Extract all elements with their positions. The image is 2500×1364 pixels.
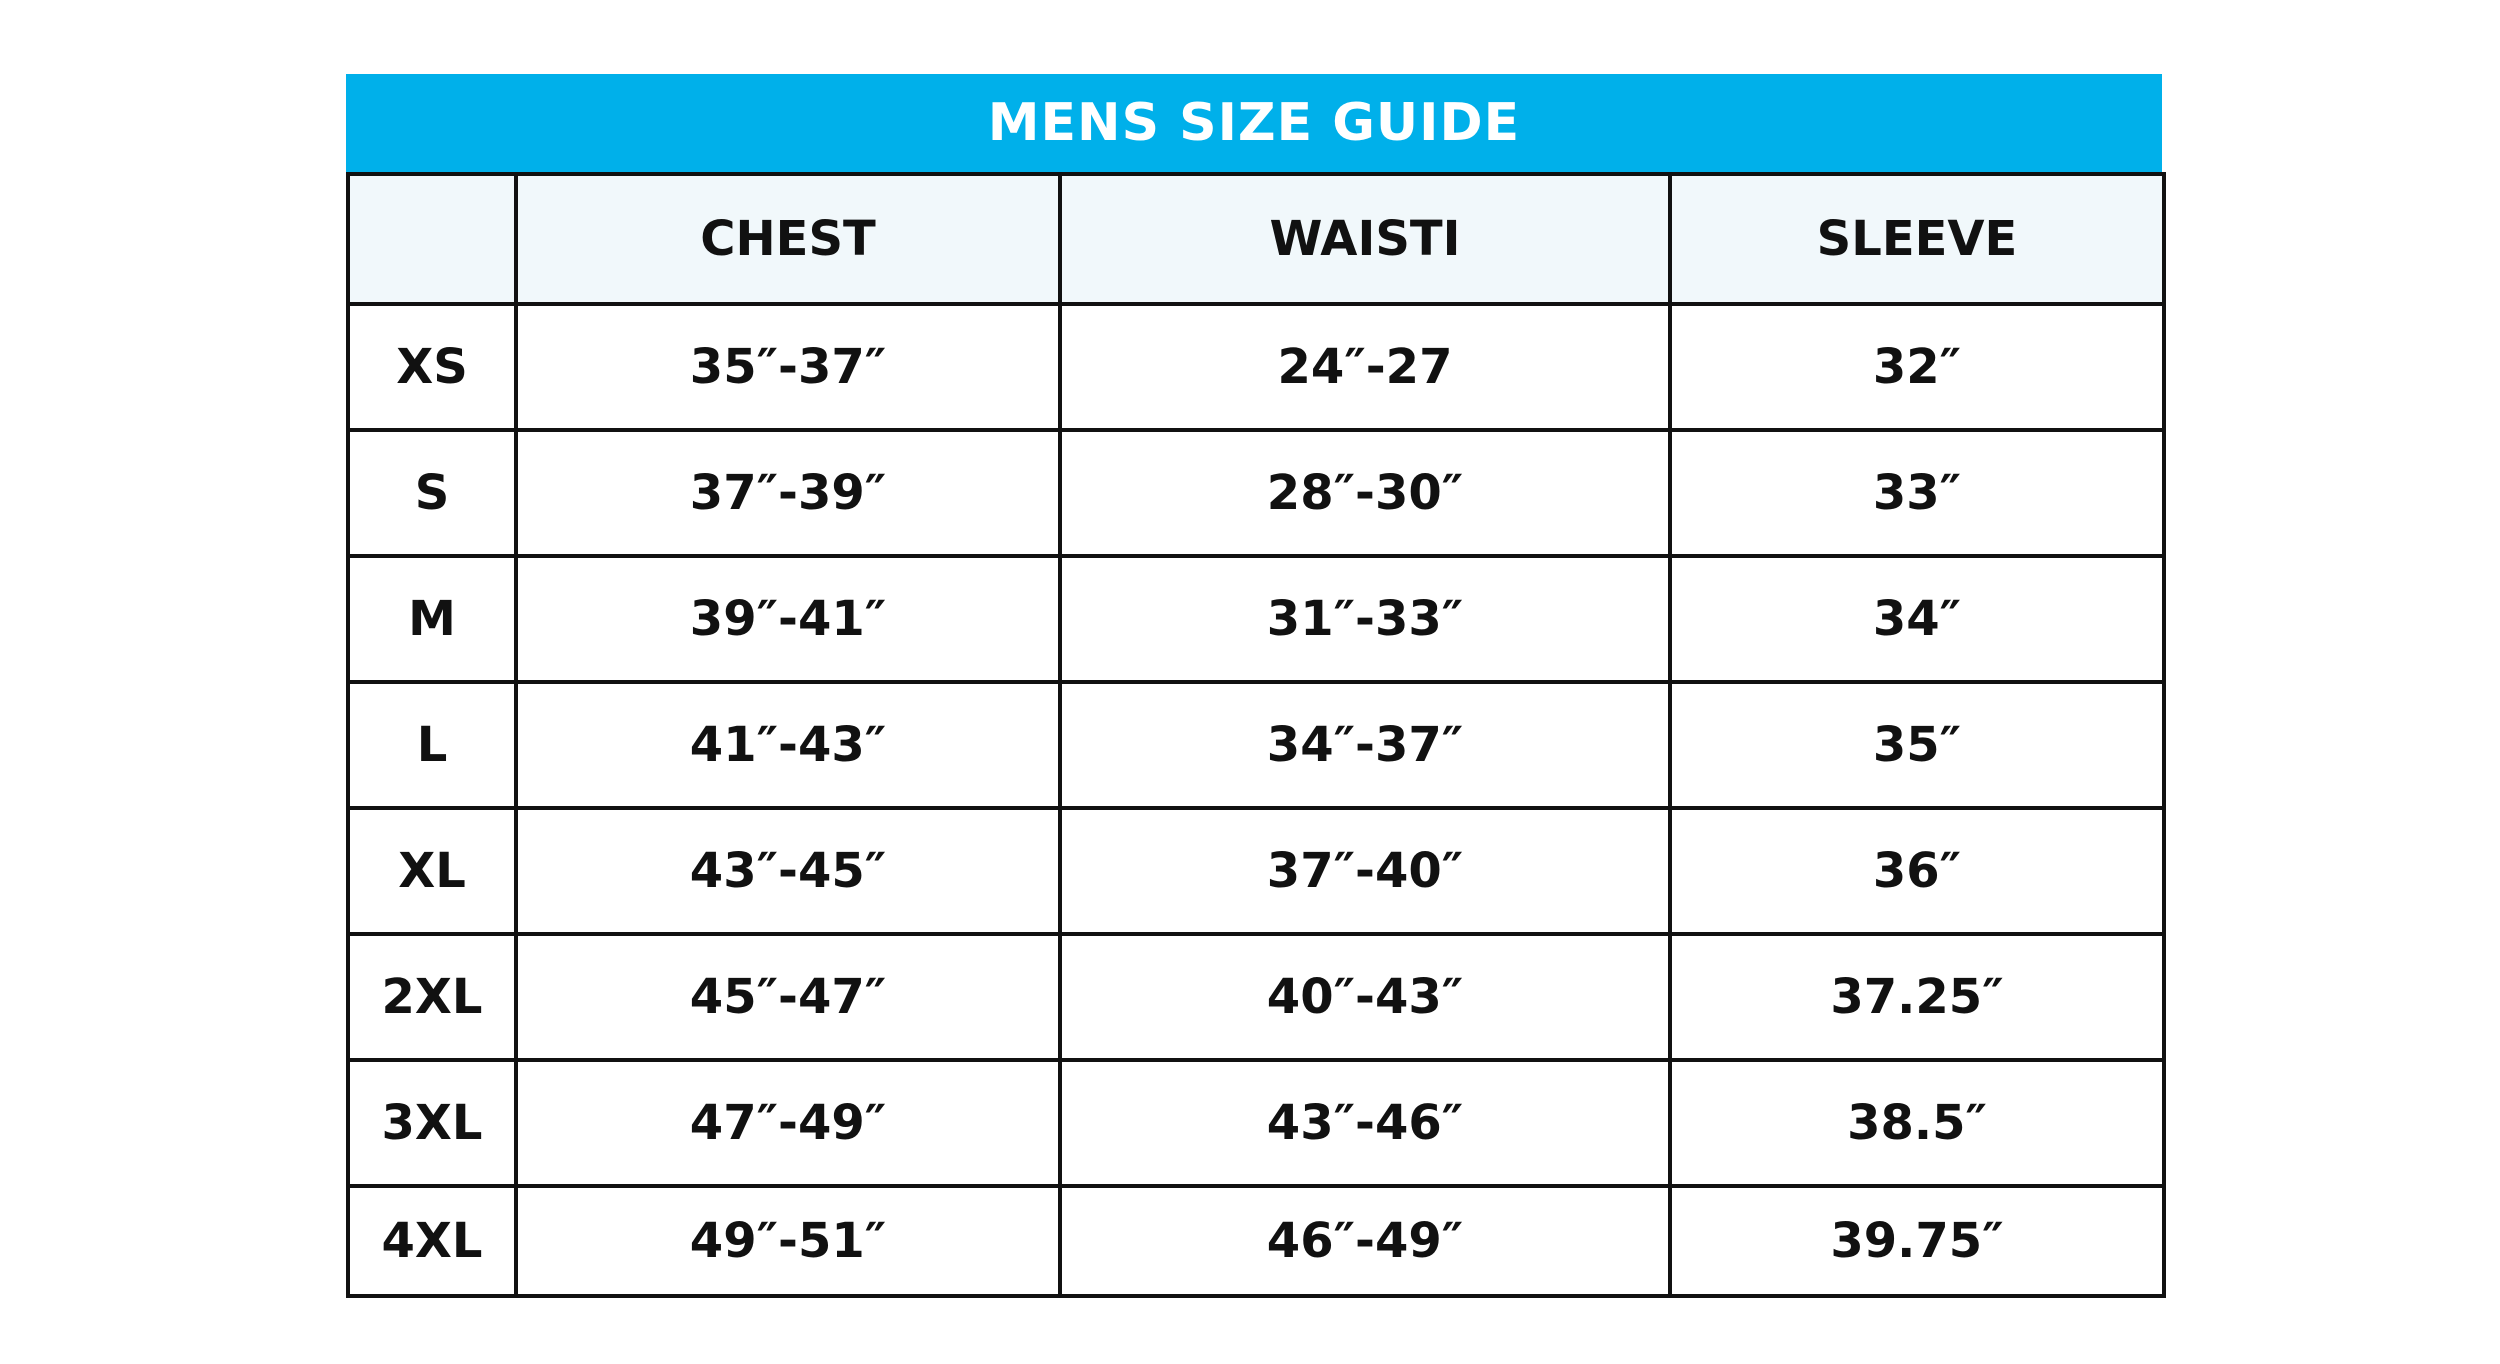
- waist-value: 28″-30″: [1060, 430, 1670, 556]
- waist-value: 24″-27: [1060, 304, 1670, 430]
- size-guide-title: MENS SIZE GUIDE: [346, 74, 2162, 172]
- size-label: S: [348, 430, 516, 556]
- waist-value: 31″-33″: [1060, 556, 1670, 682]
- waist-value: 37″-40″: [1060, 808, 1670, 934]
- chest-value: 47″-49″: [516, 1060, 1060, 1186]
- sleeve-value: 38.5″: [1670, 1060, 2164, 1186]
- table-row: [348, 556, 2164, 682]
- size-label: M: [348, 556, 516, 682]
- waist-value: 34″-37″: [1060, 682, 1670, 808]
- table-row: [348, 1060, 2164, 1186]
- size-guide: [346, 74, 2162, 1298]
- chest-value: 37″-39″: [516, 430, 1060, 556]
- sleeve-value: 39.75″: [1670, 1186, 2164, 1296]
- sleeve-value: 35″: [1670, 682, 2164, 808]
- chest-value: 41″-43″: [516, 682, 1060, 808]
- size-label: XL: [348, 808, 516, 934]
- table-row: [348, 808, 2164, 934]
- chest-value: 45″-47″: [516, 934, 1060, 1060]
- size-label: L: [348, 682, 516, 808]
- sleeve-value: 37.25″: [1670, 934, 2164, 1060]
- table-row: [348, 1186, 2164, 1296]
- table-header-row: [348, 174, 2164, 304]
- table-row: [348, 934, 2164, 1060]
- column-header-sleeve: SLEEVE: [1670, 174, 2164, 304]
- size-label: 3XL: [348, 1060, 516, 1186]
- chest-value: 35″-37″: [516, 304, 1060, 430]
- waist-value: 43″-46″: [1060, 1060, 1670, 1186]
- size-label: 2XL: [348, 934, 516, 1060]
- column-header-waist: WAISTI: [1060, 174, 1670, 304]
- table-row: [348, 430, 2164, 556]
- corner-cell: [348, 174, 516, 304]
- chest-value: 43″-45″: [516, 808, 1060, 934]
- size-label: XS: [348, 304, 516, 430]
- sleeve-value: 32″: [1670, 304, 2164, 430]
- waist-value: 40″-43″: [1060, 934, 1670, 1060]
- sleeve-value: 33″: [1670, 430, 2164, 556]
- sleeve-value: 34″: [1670, 556, 2164, 682]
- column-header-chest: CHEST: [516, 174, 1060, 304]
- table-row: [348, 682, 2164, 808]
- chest-value: 39″-41″: [516, 556, 1060, 682]
- size-table: [346, 172, 2166, 1298]
- chest-value: 49″-51″: [516, 1186, 1060, 1296]
- sleeve-value: 36″: [1670, 808, 2164, 934]
- size-label: 4XL: [348, 1186, 516, 1296]
- table-row: [348, 304, 2164, 430]
- waist-value: 46″-49″: [1060, 1186, 1670, 1296]
